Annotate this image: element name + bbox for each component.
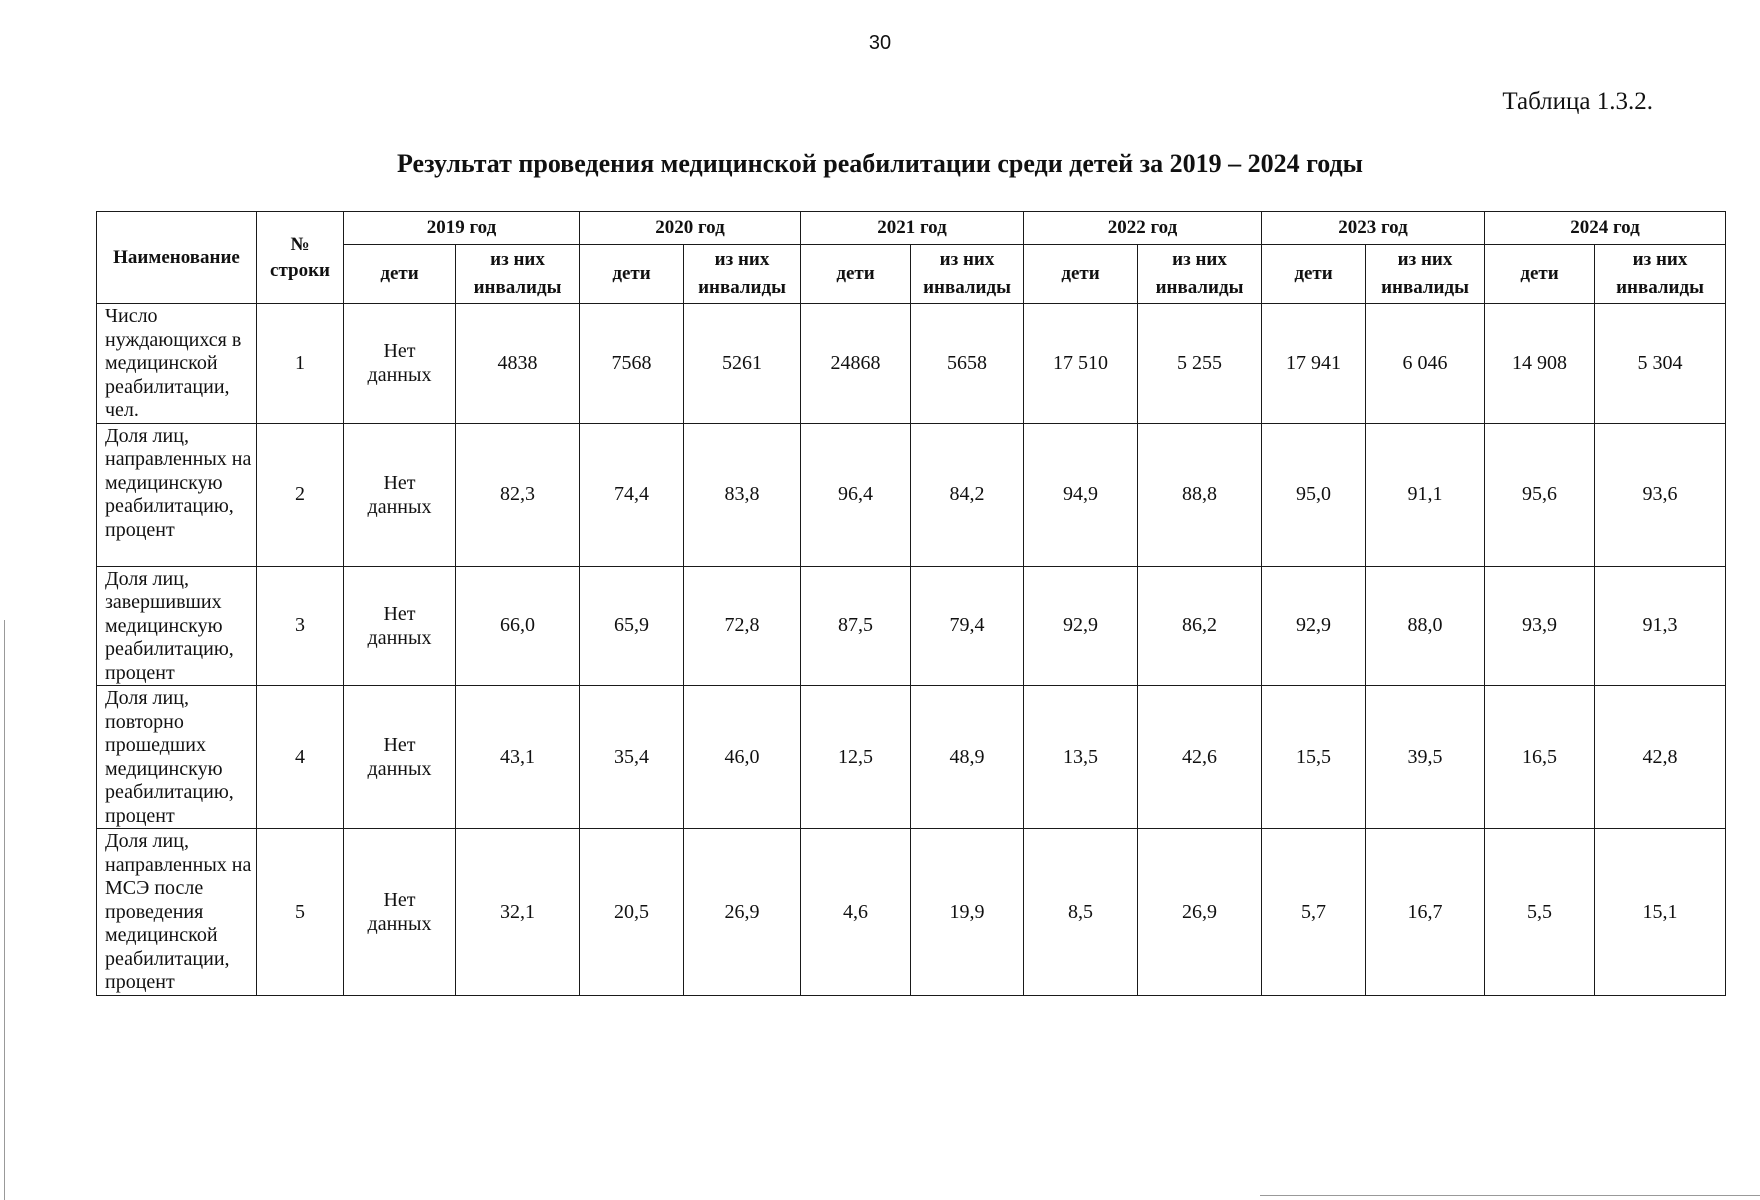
cell-value: 94,9 [1024,423,1138,566]
cell-value: 5261 [684,304,801,424]
header-year-2022: 2022 год [1024,212,1262,245]
cell-value: 15,5 [1262,686,1366,829]
row-number: 5 [257,829,344,996]
cell-value: Нет данных [344,686,456,829]
cell-value: 92,9 [1262,566,1366,686]
header-children-4: дети [1262,245,1366,304]
cell-value: 83,8 [684,423,801,566]
header-year-2024: 2024 год [1485,212,1726,245]
row-name: Доля лиц, повторно прошедших медицинскую реабилитацию, процент [97,686,257,829]
cell-value: 17 941 [1262,304,1366,424]
header-disabled-2 [911,245,1024,304]
table-row [97,423,1726,566]
cell-value: 6 046 [1366,304,1485,424]
header-disabled-line1: из них [1397,249,1453,270]
row-name: Доля лиц, завершивших медицинскую реабилитацию, процент [97,566,257,686]
cell-value: 96,4 [801,423,911,566]
cell-value: 12,5 [801,686,911,829]
header-children-3: дети [1024,245,1138,304]
cell-value: 46,0 [684,686,801,829]
header-year-2019: 2019 год [344,212,580,245]
cell-value: 13,5 [1024,686,1138,829]
cell-value: 74,4 [580,423,684,566]
header-row-number: № строки [257,212,344,304]
cell-value: 88,8 [1138,423,1262,566]
header-children-0: дети [344,245,456,304]
cell-value: 15,1 [1595,829,1726,996]
cell-value: 39,5 [1366,686,1485,829]
cell-value: 5 255 [1138,304,1262,424]
cell-value: 7568 [580,304,684,424]
table-label: Таблица 1.3.2. [1502,88,1653,115]
header-year-2020: 2020 год [580,212,801,245]
cell-value: 5,7 [1262,829,1366,996]
header-year-2023: 2023 год [1262,212,1485,245]
row-number: 2 [257,423,344,566]
cell-value: 24868 [801,304,911,424]
row-number: 4 [257,686,344,829]
cell-value: 5 304 [1595,304,1726,424]
header-disabled-0 [456,245,580,304]
header-disabled-line2: инвалиды [473,277,562,298]
cell-value: 87,5 [801,566,911,686]
row-number: 1 [257,304,344,424]
cell-value: 84,2 [911,423,1024,566]
cell-value: 5658 [911,304,1024,424]
table-row [97,566,1726,686]
cell-value: 65,9 [580,566,684,686]
header-disabled-4 [1366,245,1485,304]
header-disabled-line1: из них [714,249,770,270]
header-children-5: дети [1485,245,1595,304]
cell-value: 26,9 [1138,829,1262,996]
header-disabled-line1: из них [939,249,995,270]
table-body [97,304,1726,996]
row-name: Доля лиц, направленных на МСЭ после проведения медицинской реабилитации, процент [97,829,257,996]
header-disabled-line2: инвалиды [698,277,786,298]
header-disabled-line1: из них [1632,249,1688,270]
table-row [97,829,1726,996]
cell-value: 19,9 [911,829,1024,996]
header-disabled-line2: инвалиды [1616,277,1704,298]
cell-value: Нет данных [344,304,456,424]
cell-value: 42,8 [1595,686,1726,829]
cell-value: Нет данных [344,829,456,996]
table-row [97,304,1726,424]
cell-value: 14 908 [1485,304,1595,424]
header-disabled-line2: инвалиды [1381,277,1469,298]
header-disabled-3 [1138,245,1262,304]
header-name: Наименование [97,212,257,304]
row-name: Доля лиц, направленных на медицинскую реабилитацию, процент [97,423,257,566]
cell-value: 79,4 [911,566,1024,686]
cell-value: 93,9 [1485,566,1595,686]
cell-value: 5,5 [1485,829,1595,996]
header-disabled-line1: из них [1172,249,1227,270]
cell-value: Нет данных [344,566,456,686]
cell-value: 16,5 [1485,686,1595,829]
header-year-2021: 2021 год [801,212,1024,245]
scan-bottom-line [1260,1195,1760,1196]
cell-value: 95,0 [1262,423,1366,566]
cell-value: 26,9 [684,829,801,996]
cell-value: Нет данных [344,423,456,566]
cell-value: 82,3 [456,423,580,566]
header-children-1: дети [580,245,684,304]
page-number: 30 [868,32,892,54]
cell-value: 86,2 [1138,566,1262,686]
cell-value: 35,4 [580,686,684,829]
cell-value: 91,1 [1366,423,1485,566]
header-disabled-line2: инвалиды [923,277,1011,298]
header-row-years [97,212,1726,245]
cell-value: 72,8 [684,566,801,686]
cell-value: 43,1 [456,686,580,829]
header-disabled-1 [684,245,801,304]
header-disabled-5 [1595,245,1726,304]
cell-value: 48,9 [911,686,1024,829]
row-name: Число нуждающихся в медицинской реабилитации, чел. [97,304,257,424]
table-title: Результат проведения медицинской реабилитации среди детей за 2019 – 2024 годы [397,149,1363,178]
cell-value: 32,1 [456,829,580,996]
cell-value: 92,9 [1024,566,1138,686]
cell-value: 42,6 [1138,686,1262,829]
cell-value: 8,5 [1024,829,1138,996]
cell-value: 93,6 [1595,423,1726,566]
header-children-2: дети [801,245,911,304]
cell-value: 20,5 [580,829,684,996]
row-number: 3 [257,566,344,686]
cell-value: 95,6 [1485,423,1595,566]
cell-value: 17 510 [1024,304,1138,424]
cell-value: 4,6 [801,829,911,996]
cell-value: 66,0 [456,566,580,686]
cell-value: 16,7 [1366,829,1485,996]
rehabilitation-table [96,211,1726,996]
table-row [97,686,1726,829]
cell-value: 4838 [456,304,580,424]
cell-value: 91,3 [1595,566,1726,686]
header-disabled-line2: инвалиды [1155,277,1244,298]
cell-value: 88,0 [1366,566,1485,686]
header-disabled-line1: из них [490,249,545,270]
scan-edge-mark [4,620,5,1200]
